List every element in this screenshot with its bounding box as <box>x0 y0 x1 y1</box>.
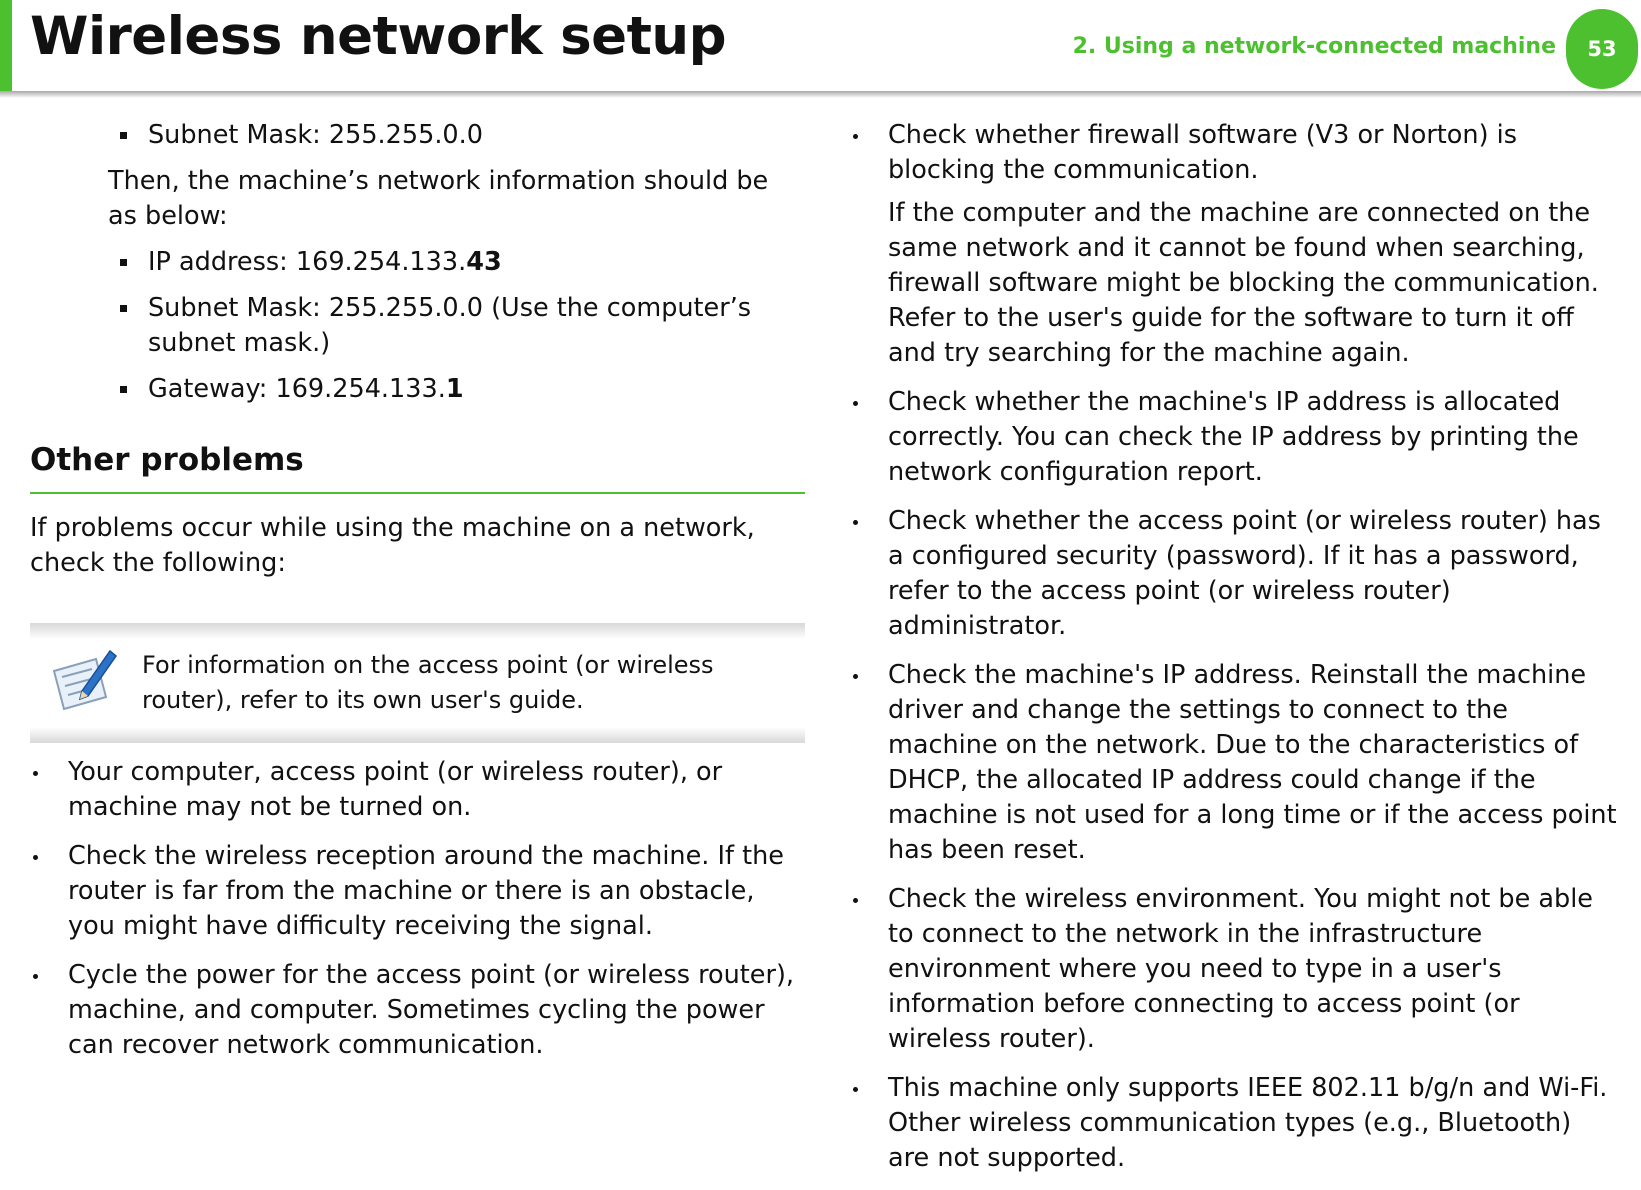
list-item-ip-address <box>30 245 805 280</box>
note-box <box>30 623 805 743</box>
ip-suffix: 43 <box>466 247 502 277</box>
note-text: For information on the access point (or wireless router), refer to its own user's guide. <box>142 651 714 714</box>
page-title: Wireless network setup <box>30 6 727 67</box>
gateway-prefix: Gateway: 169.254.133. <box>148 374 446 404</box>
list-item-firewall <box>850 118 1620 371</box>
section-divider <box>30 492 805 494</box>
list-item: This machine only supports IEEE 802.11 b/g/n and Wi-Fi. Other wireless communication types (e.g., Bluetooth) are not supported. <box>850 1071 1620 1176</box>
list-item: Your computer, access point (or wireless router), or machine may not be turned on. <box>30 755 805 825</box>
page-number-badge: 53 <box>1566 9 1638 89</box>
left-column <box>30 118 805 1077</box>
list-item: Cycle the power for the access point (or wireless router), machine, and computer. Sometimes cycling the power can recover network communication. <box>30 958 805 1063</box>
header-divider <box>0 91 1641 98</box>
section-heading: Other problems <box>30 442 304 478</box>
gateway-suffix: 1 <box>445 374 464 404</box>
right-column <box>850 118 1620 1190</box>
list-item: Check whether the access point (or wireless router) has a configured security (password). If it has a password, refer to the access point (or wireless router) administrator. <box>850 504 1620 644</box>
list-item: Check the machine's IP address. Reinstall the machine driver and change the settings to connect to the machine on the network. Due to the characteristics of DHCP, the allocated IP address could change if the machine is not used for a long time or if the access point has been reset. <box>850 658 1620 868</box>
then-paragraph: Then, the machine’s network information should be as below: <box>108 166 769 231</box>
list-item-subnet-after: Subnet Mask: 255.255.0.0 (Use the computer’s subnet mask.) <box>30 291 805 361</box>
firewall-bullet-text: Check whether firewall software (V3 or Norton) is blocking the communication. <box>888 120 1517 185</box>
list-item-gateway <box>30 372 805 407</box>
ip-prefix: IP address: 169.254.133. <box>148 247 467 277</box>
firewall-detail-text: If the computer and the machine are connected on the same network and it cannot be found when searching, firewall software might be blocking the communication. Refer to the user's guide for the software to turn it off and try searching for the machine again. <box>888 198 1599 368</box>
note-pencil-icon <box>48 645 118 717</box>
header-accent-bar <box>0 0 12 96</box>
chapter-title[interactable]: 2. Using a network-connected machine <box>1072 34 1556 59</box>
list-item-subnet-before: Subnet Mask: 255.255.0.0 <box>30 118 805 153</box>
list-item: Check whether the machine's IP address is allocated correctly. You can check the IP address by printing the network configuration report. <box>850 385 1620 490</box>
list-item: Check the wireless environment. You might not be able to connect to the network in the infrastructure environment where you need to type in a user's information before connecting to access point (or wireless router). <box>850 882 1620 1057</box>
list-item: Check the wireless reception around the machine. If the router is far from the machine or there is an obstacle, you might have difficulty receiving the signal. <box>30 839 805 944</box>
intro-paragraph: If problems occur while using the machine on a network, check the following: <box>30 513 755 578</box>
